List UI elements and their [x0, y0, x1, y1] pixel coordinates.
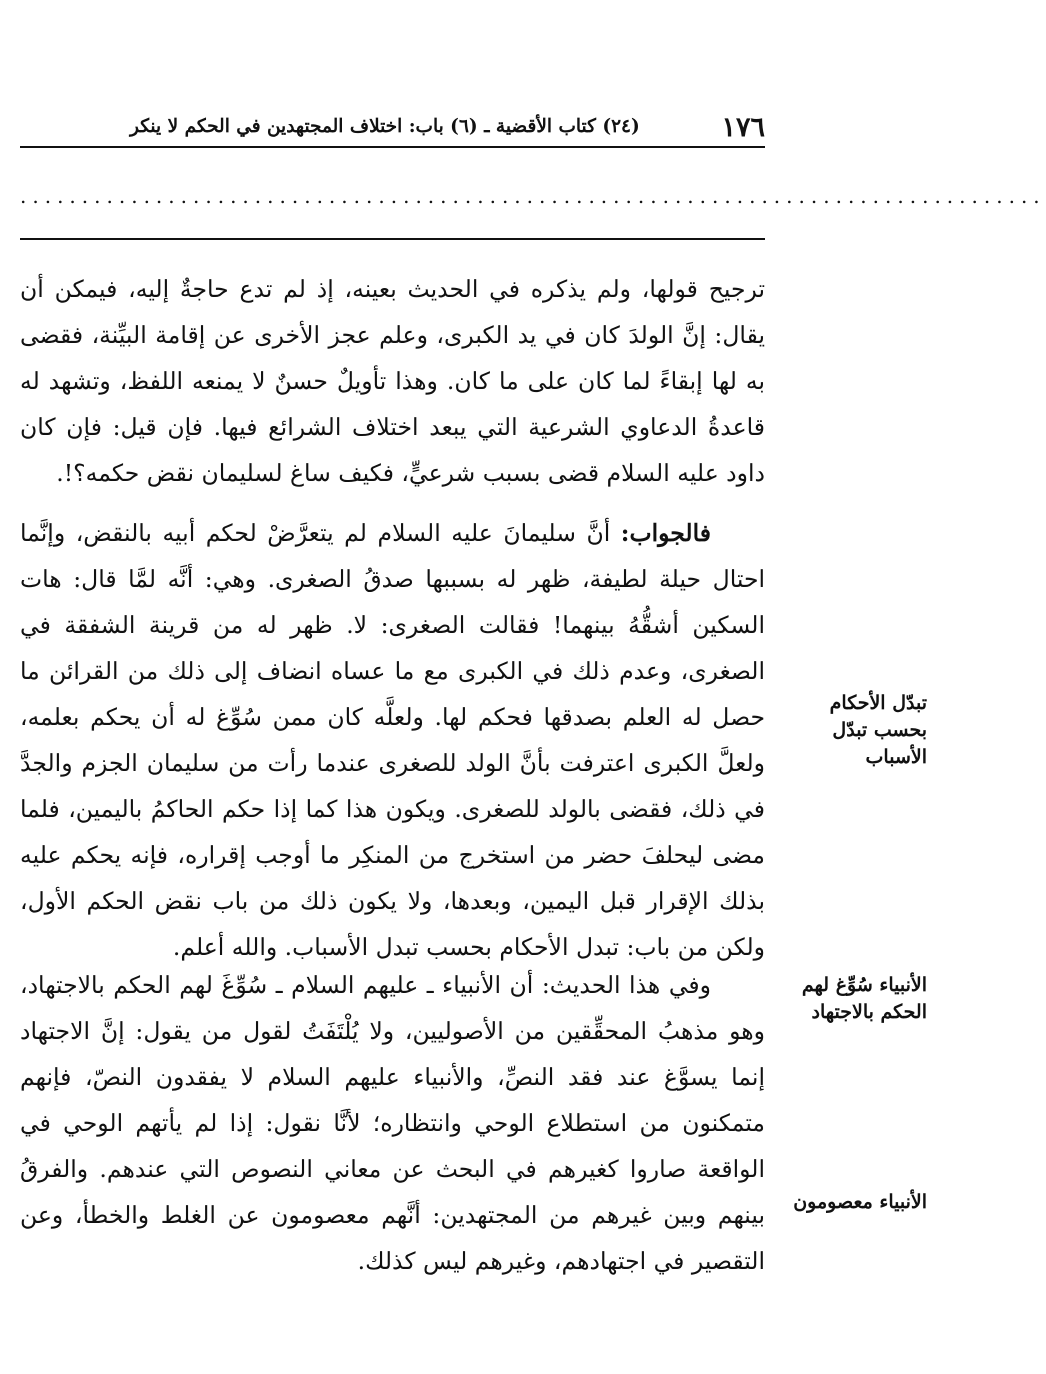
margin-note-prophets-infallible: الأنبياء معصومون — [793, 1191, 927, 1213]
page-header — [20, 110, 765, 146]
answer-lead: فالجواب: — [620, 519, 711, 547]
paragraph-1 — [20, 266, 765, 496]
paragraph-text: ترجيح قولها، ولم يذكره في الحديث بعينه، إذ لم تدع حاجةٌ إليه، فيمكن أن يقال: إنَّ الولدَ كان في يد الكبرى، وعلم عجز الأخرى عن إقامة البيِّنة، فقضى به لها إبقاءً لما كان على ما كان. وهذا تأويلٌ حسنٌ لا يمنعه اللفظ، وتشهد له قاعدةُ الدعاوي الشرعية التي يبعد اختلاف الشرائع فيها. فإن قيل: فإن كان داود عليه السلام قضى بسبب شرعيٍّ، فكيف ساغ لسليمان نقض حكمه؟!. — [20, 275, 765, 487]
section-rule — [20, 238, 765, 240]
paragraph-2 — [20, 510, 765, 970]
header-rule — [20, 146, 765, 148]
margin-note-rulings-change: تبدّل الأحكام بحسب تبدّل الأسباب — [829, 692, 927, 768]
paragraph-3 — [20, 962, 765, 1284]
margin-note-prophets-ijtihad: الأنبياء سُوِّغ لهم الحكم بالاجتهاد — [801, 974, 927, 1023]
separator-dots: ................................................................................... — [20, 184, 1046, 208]
paragraph-text: أنَّ سليمانَ عليه السلام لم يتعرَّضْ لحكم أبيه بالنقض، وإنَّما احتال حيلة لطيفة، ظهر له بسببها صدقُ الصغرى. وهي: أنَّه لمَّا قال: هات السكين أشقُّهُ بينهما! فقالت الصغرى: لا. ظهر له من قرينة الشفقة في الصغرى، وعدم ذلك في الكبرى مع ما عساه انضاف إلى ذلك من القرائن ما حصل له العلم بصدقها فحكم لها. ولعلَّه كان ممن سُوِّغ له أن يحكم بعلمه، ولعلَّ الكبرى اعترفت بأنَّ الولد للصغرى عندما رأت من سليمان الجزم والجدَّ في ذلك، فقضى بالولد للصغرى. ويكون هذا كما إذا حكم الحاكمُ باليمين، فلما مضى ليحلفَ حضر من استخرج من المنكِر ما أوجب إقراره، فإنه يحكم عليه بذلك الإقرار قبل اليمين، وبعدها، ولا يكون ذلك من باب نقض الحكم الأول، ولكن من باب: تبدل الأحكام بحسب تبدل الأسباب. والله أعلم. — [20, 519, 765, 961]
running-head: (٢٤) كتاب الأقضية ـ (٦) باب: اختلاف المجتهدين في الحكم لا ينكر — [130, 116, 640, 137]
paragraph-text: وفي هذا الحديث: أن الأنبياء ـ عليهم السلام ـ سُوِّغَ لهم الحكم بالاجتهاد، وهو مذهبُ المحقِّقين من الأصوليين، ولا يُلْتَفَتُ لقول من يقول: إنَّ الاجتهاد إنما يسوَّغ عند فقد النصِّ، والأنبياء عليهم السلام لا يفقدون النصّ، فإنهم متمكنون من استطلاع الوحي وانتظاره؛ لأنَّا نقول: إذا لم يأتهم الوحي في الواقعة صاروا كغيرهم في البحث عن معاني النصوص التي عندهم. والفرقُ بينهم وبين غيرهم من المجتهدين: أنَّهم معصومون عن الغلط والخطأ، وعن التقصير في اجتهادهم، وغيرهم ليس كذلك. — [20, 971, 765, 1275]
page-number: ١٧٦ — [721, 112, 765, 143]
